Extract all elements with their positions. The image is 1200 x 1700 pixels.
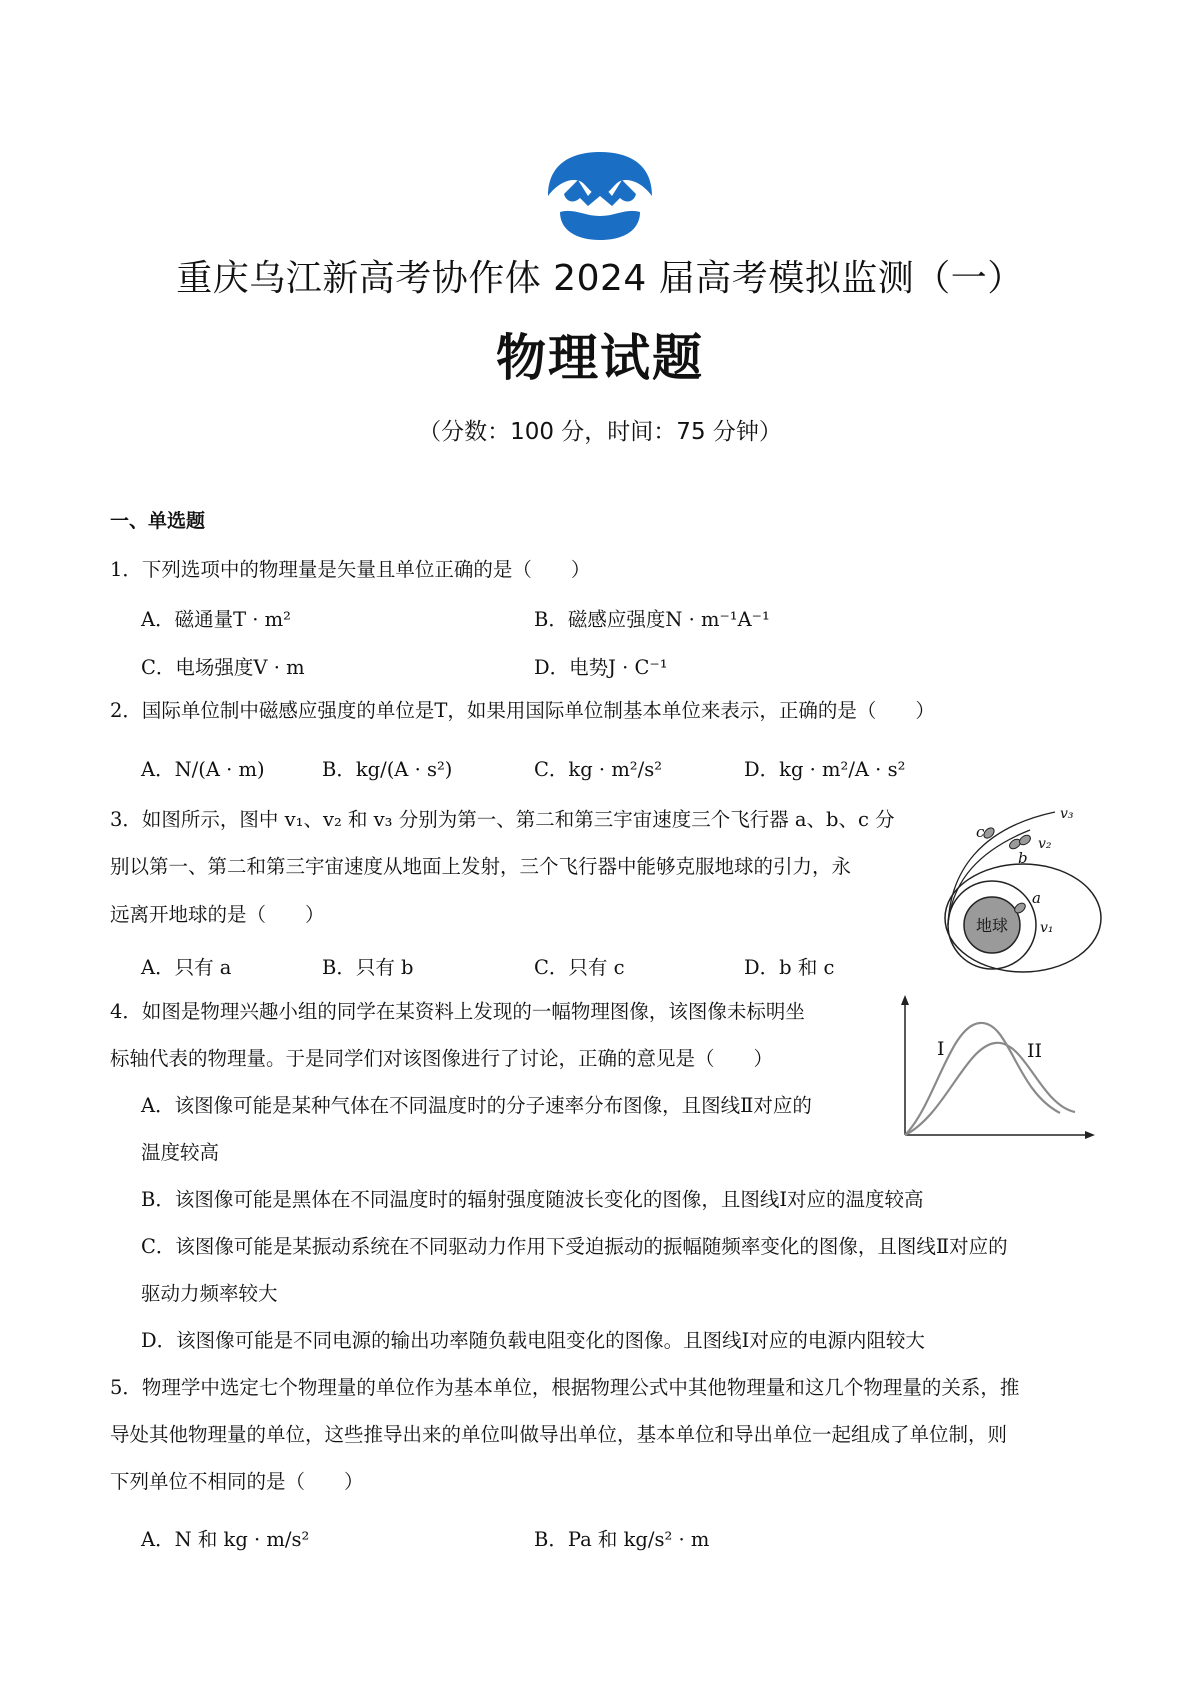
question-5-line-2: 导处其他物理量的单位，这些推导出来的单位叫做导出单位，基本单位和导出单位一起组成了单位制，则: [110, 1423, 1008, 1446]
exam-info: （分数：100 分，时间：75 分钟）: [418, 419, 782, 445]
question-3-option-d: D．b 和 c: [744, 956, 835, 979]
question-1-stem: 1．下列选项中的物理量是矢量且单位正确的是（ ）: [110, 558, 591, 581]
curve-graph: [895, 995, 1095, 1143]
label-v1: v₁: [1040, 920, 1054, 936]
section-heading: 一、单选题: [110, 510, 206, 532]
label-v2: v₂: [1038, 836, 1052, 852]
question-3-option-b: B．只有 b: [322, 956, 414, 979]
subject-title: 物理试题: [496, 329, 704, 387]
question-2-stem: 2．国际单位制中磁感应强度的单位是T，如果用国际单位制基本单位来表示，正确的是（ ）: [110, 699, 935, 722]
label-v3: v₃: [1060, 806, 1074, 822]
label-b: b: [1018, 849, 1028, 867]
question-4-option-b: B．该图像可能是黑体在不同温度时的辐射强度随波长变化的图像，且图线Ⅰ对应的温度较高: [141, 1188, 924, 1211]
question-4-option-d: D．该图像可能是不同电源的输出功率随负载电阻变化的图像。且图线Ⅰ对应的电源内阻较大: [141, 1329, 925, 1352]
curve-1-label: I: [937, 1038, 945, 1060]
question-1-option-c: C．电场强度V · m: [141, 656, 305, 679]
curve-2-label: II: [1027, 1040, 1043, 1062]
question-4-option-c-line-2: 驱动力频率较大: [141, 1282, 278, 1305]
question-4-option-a-line-2: 温度较高: [141, 1141, 220, 1164]
question-4-option-a-line-1: A．该图像可能是某种气体在不同温度时的分子速率分布图像，且图线Ⅱ对应的: [141, 1094, 812, 1117]
question-1-option-d: D．电势J · C⁻¹: [534, 656, 668, 679]
question-3-line-2: 别以第一、第二和第三宇宙速度从地面上发射，三个飞行器中能够克服地球的引力，永: [110, 855, 852, 878]
orbit-diagram: [940, 800, 1110, 975]
question-3-line-1: 3．如图所示，图中 v₁、v₂ 和 v₃ 分别为第一、第二和第三宇宙速度三个飞行器 a、b、c 分: [110, 808, 895, 831]
earth-label: 地球: [975, 916, 1009, 935]
question-1-option-b: B．磁感应强度N · m⁻¹A⁻¹: [534, 608, 770, 631]
question-3-option-a: A．只有 a: [141, 956, 232, 979]
question-4-line-1: 4．如图是物理兴趣小组的同学在某资料上发现的一幅物理图像，该图像未标明坐: [110, 1000, 805, 1023]
y-axis-arrow: [901, 995, 909, 1005]
question-3-option-c: C．只有 c: [534, 956, 625, 979]
question-4-option-c-line-1: C．该图像可能是某振动系统在不同驱动力作用下受迫振动的振幅随频率变化的图像，且图线Ⅱ对应的: [141, 1235, 1008, 1258]
question-5-option-a: A．N 和 kg · m/s²: [141, 1528, 310, 1551]
question-4-line-2: 标轴代表的物理量。于是同学们对该图像进行了讨论，正确的意见是（ ）: [110, 1047, 774, 1070]
question-5-option-b: B．Pa 和 kg/s² · m: [534, 1528, 710, 1551]
curve-2: [905, 1043, 1075, 1135]
question-2-option-b: B．kg/(A · s²): [322, 758, 453, 781]
x-axis-arrow: [1085, 1131, 1095, 1139]
label-c: c: [976, 823, 985, 841]
question-2-option-c: C．kg · m²/s²: [534, 758, 663, 781]
question-2-option-a: A．N/(A · m): [141, 758, 265, 781]
question-5-line-3: 下列单位不相同的是（ ）: [110, 1470, 364, 1493]
question-5-line-1: 5．物理学中选定七个物理量的单位作为基本单位，根据物理公式中其他物理量和这几个物理量的关系，推: [110, 1376, 1020, 1399]
label-a: a: [1032, 889, 1041, 907]
exam-title: 重庆乌江新高考协作体 2024 届高考模拟监测（一）: [176, 258, 1024, 299]
question-3-line-3: 远离开地球的是（ ）: [110, 903, 325, 926]
organization-logo: [544, 150, 656, 242]
question-1-option-a: A．磁通量T · m²: [141, 608, 291, 631]
question-2-option-d: D．kg · m²/A · s²: [744, 758, 906, 781]
